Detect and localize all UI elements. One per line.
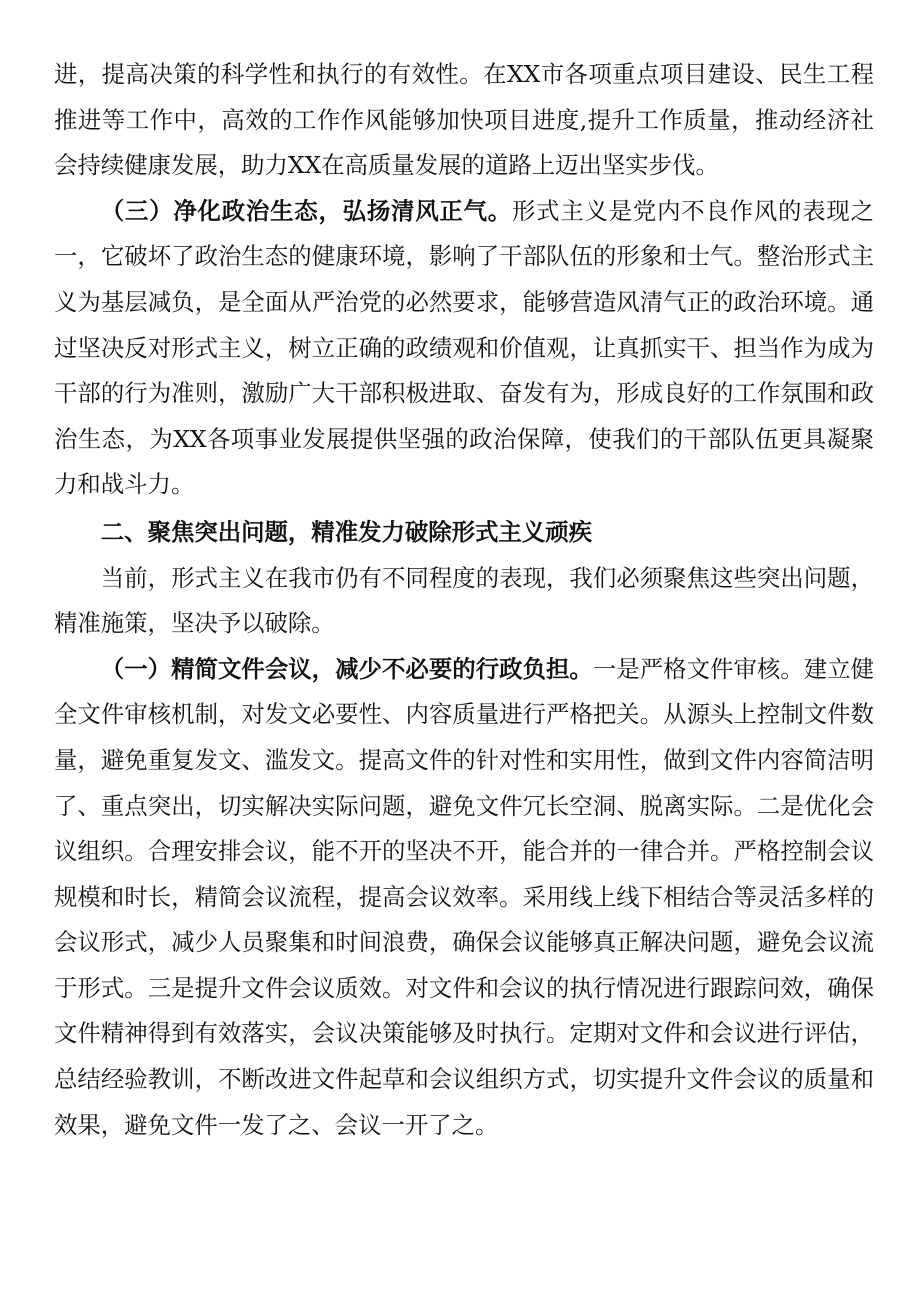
paragraph-streamline-documents-meetings	[54, 647, 874, 1149]
paragraph-text: 当前，形式主义在我市仍有不同程度的表现，我们必须聚焦这些突出问题，精准施策，坚决予以破除。	[54, 563, 874, 638]
paragraph-lead-heading: （一）精简文件会议，减少不必要的行政负担。	[100, 654, 593, 683]
paragraph-text: 形式主义是党内不良作风的表现之一，它破坏了政治生态的健康环境，影响了干部队伍的形象和士气。整治形式主义为基层减负，是全面从严治党的必然要求，能够营造风清气正的政治环境。通过坚决反对形式主义，树立正确的政绩观和价值观，让真抓实干、担当作为成为干部的行为准则，激励广大干部积极进取、奋发有为，形成良好的工作氛围和政治生态，为XX各项事业发展提供坚强的政治保障，使我们的干部队伍更具凝聚力和战斗力。	[54, 196, 874, 499]
document-page	[54, 52, 874, 1148]
paragraph-lead-heading: （三）净化政治生态，弘扬清风正气。	[100, 196, 512, 225]
paragraph-continuation	[54, 52, 874, 189]
paragraph-current-situation	[54, 556, 874, 647]
section-heading: 二、聚焦突出问题，精准发力破除形式主义顽疾	[100, 517, 592, 546]
paragraph-text: 进，提高决策的科学性和执行的有效性。在XX市各项重点项目建设、民生工程推进等工作中，高效的工作作风能够加快项目进度,提升工作质量，推动经济社会持续健康发展，助力XX在高质量发展的道路上迈出坚实步伐。	[54, 60, 874, 180]
paragraph-purify-political-ecology	[54, 189, 874, 508]
paragraph-text: 一是严格文件审核。建立健全文件审核机制，对发文必要性、内容质量进行严格把关。从源头上控制文件数量，避免重复发文、滥发文。提高文件的针对性和实用性，做到文件内容简洁明了、重点突出，切实解决实际问题，避免文件冗长空洞、脱离实际。二是优化会议组织。合理安排会议，能不开的坚决不开，能合并的一律合并。严格控制会议规模和时长，精简会议流程，提高会议效率。采用线上线下相结合等灵活多样的会议形式，减少人员聚集和时间浪费，确保会议能够真正解决问题，避免会议流于形式。三是提升文件会议质效。对文件和会议的执行情况进行跟踪问效，确保文件精神得到有效落实，会议决策能够及时执行。定期对文件和会议进行评估，总结经验教训，不断改进文件起草和会议组织方式，切实提升文件会议的质量和效果，避免文件一发了之、会议一开了之。	[54, 654, 875, 1139]
